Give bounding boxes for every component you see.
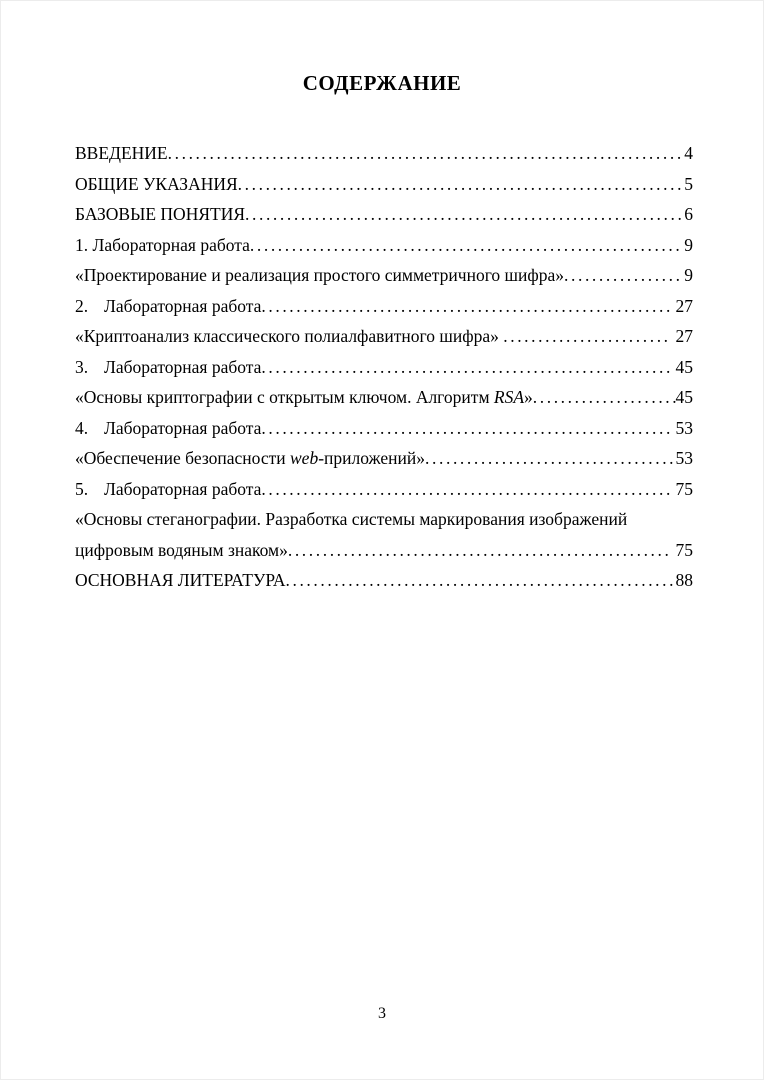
toc-entry-label — [75, 504, 627, 535]
dot-leader — [261, 413, 670, 444]
toc-entry-label-part: RSA — [493, 387, 525, 407]
toc-entry-number: 5. — [75, 478, 89, 499]
toc-entry-page-number: 27 — [675, 326, 693, 346]
dot-leader — [564, 260, 679, 291]
toc-entry — [75, 535, 693, 566]
dot-leader — [533, 382, 676, 413]
toc-entry-page-number: 45 — [675, 356, 693, 377]
toc-entry — [75, 504, 693, 535]
toc-entry-label-part: Лабораторная работа — [104, 478, 262, 499]
toc-entry-label-part: ОБЩИЕ УКАЗАНИЯ — [75, 173, 238, 194]
toc-entry-page-number: 88 — [675, 570, 693, 590]
toc-entry — [75, 413, 693, 444]
toc-entry — [75, 138, 693, 169]
toc-list — [75, 138, 693, 596]
toc-entry — [75, 291, 693, 322]
toc-entry-page-number: 9 — [684, 265, 693, 285]
toc-entry — [75, 474, 693, 505]
page-number-footer: 3 — [378, 1005, 386, 1022]
toc-entry-label-part: БАЗОВЫЕ ПОНЯТИЯ — [75, 204, 246, 224]
toc-entry-label-part: Лабораторная работа — [104, 417, 262, 438]
toc-entry-page-number: 5 — [684, 173, 693, 194]
toc-entry-label-part: «Основы криптографии с открытым ключом. Алгоритм — [75, 387, 494, 407]
toc-entry-label — [75, 565, 286, 596]
dot-leader — [425, 443, 675, 474]
toc-entry-label-part: Лабораторная работа — [104, 295, 262, 316]
dot-leader — [286, 565, 676, 596]
toc-entry — [75, 230, 693, 261]
dot-leader — [261, 474, 670, 505]
dot-leader — [503, 321, 670, 352]
toc-entry-label-part: «Криптоанализ классического полиалфавитного шифра» — [75, 326, 504, 346]
toc-entry-label-part: «Основы стеганографии. Разработка системы маркирования изображений — [75, 509, 628, 529]
toc-entry-label — [75, 443, 425, 474]
toc-entry-label-part: ОСНОВНАЯ ЛИТЕРАТУРА — [75, 570, 286, 590]
toc-entry-page-number: 75 — [675, 478, 693, 499]
toc-entry-number: 3. — [75, 356, 89, 377]
toc-entry-label — [75, 169, 238, 200]
toc-entry-page-number: 53 — [675, 417, 693, 438]
toc-entry-label — [75, 138, 168, 169]
toc-entry — [75, 565, 693, 596]
toc-entry-label — [104, 352, 261, 383]
toc-entry-label-part: ВВЕДЕНИЕ — [75, 143, 168, 163]
toc-entry-page-number: 4 — [684, 143, 693, 163]
toc-entry-label — [75, 535, 288, 566]
dot-leader — [261, 352, 670, 383]
toc-title: СОДЕРЖАНИЕ — [302, 71, 462, 95]
toc-entry — [75, 169, 693, 200]
toc-entry-label — [75, 321, 503, 352]
toc-entry-label-part: -приложений» — [318, 448, 426, 468]
dot-leader — [168, 138, 685, 169]
toc-entry-label-part: Лабораторная работа — [104, 356, 262, 377]
dot-leader — [238, 169, 685, 200]
toc-entry-label-part: «Обеспечение безопасности — [75, 448, 290, 468]
toc-entry-label — [75, 382, 533, 413]
toc-entry-label — [75, 260, 564, 291]
dot-leader — [245, 199, 684, 230]
toc-entry — [75, 321, 693, 352]
toc-entry-label-part: цифровым водяным знаком» — [75, 539, 288, 560]
toc-entry-label — [104, 291, 261, 322]
dot-leader — [288, 535, 671, 566]
toc-entry-page-number: 45 — [675, 387, 693, 407]
toc-entry — [75, 352, 693, 383]
toc-entry — [75, 199, 693, 230]
toc-entry-label — [75, 199, 245, 230]
toc-entry-label-part: «Проектирование и реализация простого симметричного шифра» — [75, 265, 565, 285]
toc-entry-page-number: 75 — [675, 539, 693, 560]
toc-entry-page-number: 53 — [675, 448, 693, 468]
toc-entry-label-part: web — [290, 448, 319, 468]
toc-entry — [75, 260, 693, 291]
toc-entry-page-number: 27 — [675, 295, 693, 316]
toc-entry — [75, 443, 693, 474]
dot-leader — [261, 291, 670, 322]
toc-entry-page-number: 6 — [684, 204, 693, 224]
toc-entry-label-part: » — [524, 387, 533, 407]
toc-entry-label — [75, 230, 250, 261]
toc-entry-number: 2. — [75, 295, 89, 316]
toc-entry-label — [104, 474, 261, 505]
toc-entry-label — [104, 413, 261, 444]
toc-entry-label-part: 1. Лабораторная работа — [75, 234, 250, 255]
toc-entry — [75, 382, 693, 413]
toc-entry-page-number: 9 — [684, 234, 693, 255]
toc-entry-number: 4. — [75, 417, 89, 438]
dot-leader — [250, 230, 679, 261]
